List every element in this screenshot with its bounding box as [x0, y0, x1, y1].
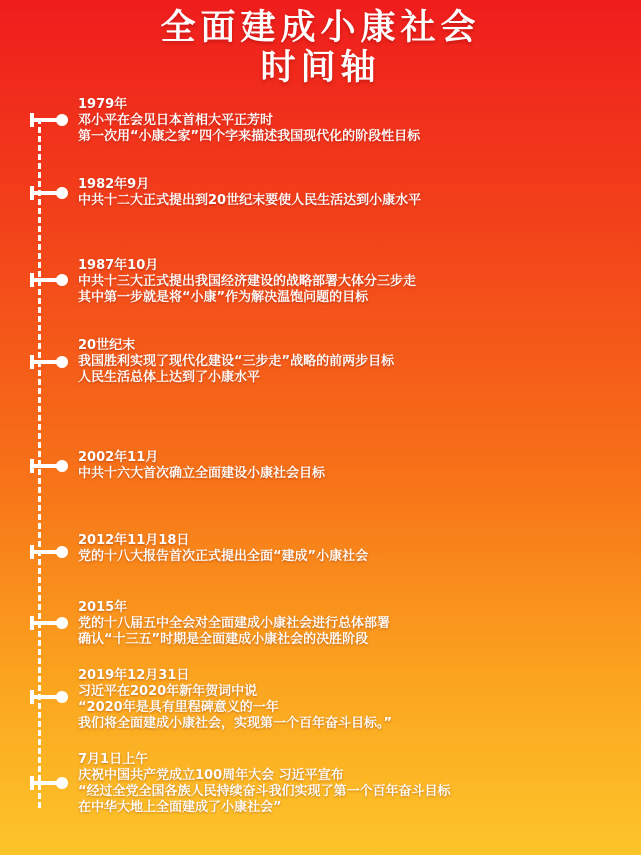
timeline-marker — [30, 355, 70, 369]
event-description-line: 人民生活总体上达到了小康水平 — [78, 370, 261, 385]
page-title: 全面建成小康社会 — [160, 8, 481, 48]
timeline-event-text — [78, 258, 628, 306]
event-description-line: 邓小平在会见日本首相大平正芳时 — [78, 113, 274, 128]
event-description-line: 第一次用“小康之家”四个字来描述我国现代化的阶段性目标 — [78, 129, 421, 144]
event-description-line: 庆祝中国共产党成立100周年大会 习近平宣布 — [78, 768, 344, 783]
timeline-marker — [30, 113, 70, 127]
event-description-line: “经过全党全国各族人民持续奋斗我们实现了第一个百年奋斗目标 — [78, 784, 451, 799]
event-description-line: 党的十八届五中全会对全面建成小康社会进行总体部署 — [78, 616, 391, 631]
event-description-line: 在中华大地上全面建成了小康社会” — [78, 800, 282, 815]
event-date: 2012年11月18日 — [78, 533, 190, 548]
event-description-line: 中共十六大首次确立全面建设小康社会目标 — [78, 466, 326, 481]
event-date: 1979年 — [78, 97, 128, 112]
event-date: 2019年12月31日 — [78, 668, 190, 683]
event-description-line: 我们将全面建成小康社会，实现第一个百年奋斗目标。” — [78, 716, 393, 731]
timeline-event-text — [78, 752, 628, 816]
timeline-marker — [30, 459, 70, 473]
event-date: 20世纪末 — [78, 338, 136, 353]
timeline-event-text — [78, 97, 628, 145]
timeline-event-text — [78, 450, 628, 482]
event-description-line: 确认“十三五”时期是全面建成小康社会的决胜阶段 — [78, 632, 369, 647]
event-description-line: 我国胜利实现了现代化建设“三步走”战略的前两步目标 — [78, 354, 395, 369]
event-date: 1987年10月 — [78, 258, 159, 273]
event-date: 2015年 — [78, 600, 128, 615]
timeline-marker — [30, 545, 70, 559]
event-date: 2002年11月 — [78, 450, 159, 465]
timeline-event-text — [78, 668, 628, 732]
timeline-marker — [30, 690, 70, 704]
timeline-marker — [30, 186, 70, 200]
event-description-line: 习近平在2020年新年贺词中说 — [78, 684, 258, 699]
page-subtitle: 时间轴 — [260, 48, 381, 88]
event-description-line: 其中第一步就是将“小康”作为解决温饱问题的目标 — [78, 290, 369, 305]
timeline-event-text — [78, 338, 628, 386]
event-description-line: “2020年是具有里程碑意义的一年 — [78, 700, 279, 715]
event-description-line: 党的十八大报告首次正式提出全面“建成”小康社会 — [78, 549, 369, 564]
event-date: 1982年9月 — [78, 177, 150, 192]
event-description-line: 中共十二大正式提出到20世纪末要使人民生活达到小康水平 — [78, 193, 422, 208]
timeline-event-text — [78, 533, 628, 565]
event-description-line: 中共十三大正式提出我国经济建设的战略部署大体分三步走 — [78, 274, 417, 289]
timeline-event-text — [78, 600, 628, 648]
timeline-marker — [30, 776, 70, 790]
timeline-marker — [30, 616, 70, 630]
timeline-marker — [30, 273, 70, 287]
timeline-event-text — [78, 177, 628, 209]
event-date: 7月1日上午 — [78, 752, 149, 767]
